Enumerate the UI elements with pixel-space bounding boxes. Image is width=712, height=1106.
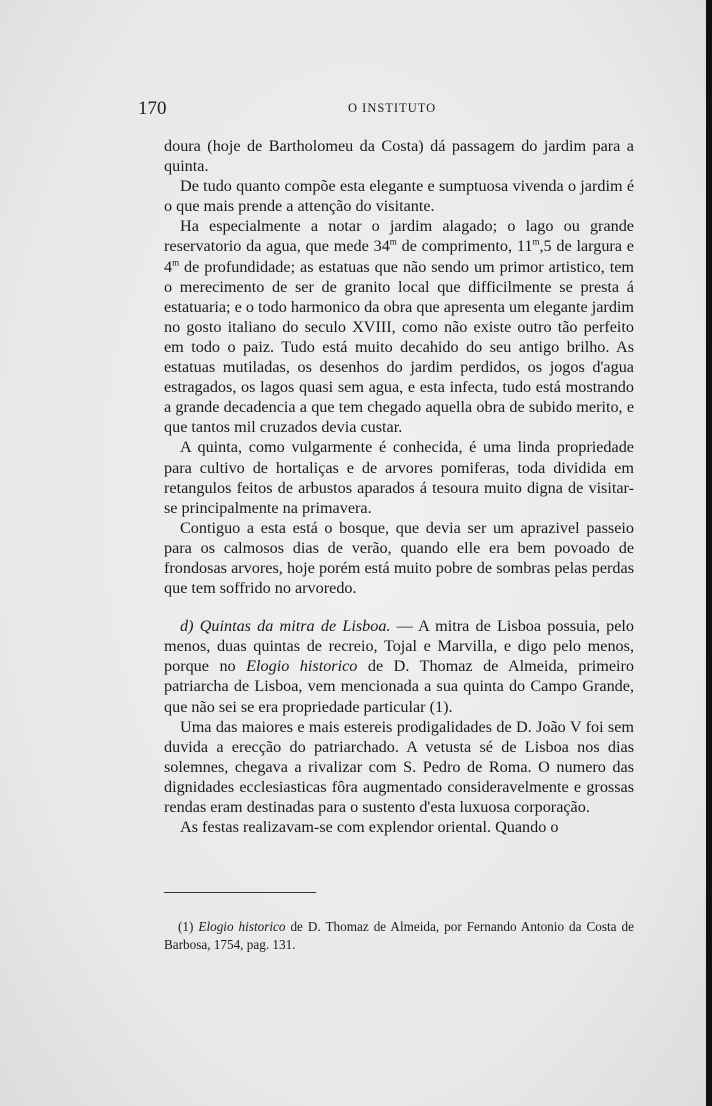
footnote-mark: (1) <box>178 919 199 934</box>
running-title: O INSTITUTO <box>348 101 437 115</box>
unit-superscript: m <box>389 237 397 248</box>
paragraph: Uma das maiores e mais estereis prodigalidades de D. João V foi sem duvida a erecção do patriarchado. A vetusta sé de Lisboa nos dias solemnes, chegava a rivalizar com S. Pedro de Roma. O numero das dignidades ecclesiasticas fôra augmentado consideravelmente e grossas rendas eram destinadas para o sustento d'esta luxuosa corporação. <box>164 717 634 816</box>
paragraph: De tudo quanto compõe esta elegante e sumptuosa vivenda o jardim é o que mais prende a attenção do visitante. <box>164 177 634 216</box>
scan-edge <box>706 0 712 1106</box>
body-text <box>164 136 634 837</box>
paragraph <box>164 216 634 437</box>
text-run: Ha especialmente a notar o jardim alagado; o lago ou grande reservatorio da agua, que mede 34 <box>164 217 634 256</box>
footnote-text <box>164 918 634 954</box>
paragraph: As festas realizavam-se com explendor oriental. Quando o <box>180 818 559 837</box>
unit-superscript: m <box>172 257 180 268</box>
paragraph: Contiguo a esta está o bosque, que devia ser um aprazivel passeio para os calmosos dias de verão, quando elle era bem povoado de frondosas arvores, hoje porém está muito pobre de sombras pelas perdas que tem soffrido no arvoredo. <box>164 518 634 598</box>
paragraph <box>164 616 634 716</box>
text-run: de D. Thomaz de Almeida, primeiro patriarcha de Lisboa, vem mencionada a sua quinta do Campo Grande, que não sei se era propriedade particular (1). <box>164 657 634 716</box>
text-run: ,5 de largura e 4 <box>164 237 634 276</box>
section-heading: d) Quintas da mitra de Lisboa. <box>180 617 391 636</box>
text-run: de comprimento, 11 <box>396 237 533 256</box>
text-run: — A mitra de Lisboa possuia, pelo menos, duas quintas de recreio, Tojal e Marvilla, e digo pelo menos, porque no <box>164 617 634 676</box>
paragraph: doura (hoje de Bartholomeu da Costa) dá passagem do jardim para a quinta. <box>164 137 634 176</box>
page-header <box>138 98 638 122</box>
footnote-rule <box>164 892 316 893</box>
footnote <box>164 918 634 954</box>
text-run: de profundidade; as estatuas que não sendo um primor artistico, tem o merecimento de ser de granito local que difficilmente se presta á estatuaria; e o todo harmonico da obra que apresenta um elegante jardim no gosto italiano do seculo XVIII, como não existe outro tão perfeito em todo o paiz. Tudo está muito decahido do seu antigo brilho. As estatuas mutiladas, os desenhos do jardim perdidos, os jogos d'agua estragados, os lagos quasi sem agua, e esta infecta, tudo está mostrando a grande decadencia a que tem chegado aquella obra de subido merito, e que tantos mil cruzados devia custar. <box>164 257 634 437</box>
book-title: Elogio historico <box>246 657 358 676</box>
text-run: de D. Thomaz de Almeida, por Fernando Antonio da Costa de Barbosa, 1754, pag. 131. <box>164 919 634 952</box>
paragraph: A quinta, como vulgarmente é conhecida, é uma linda propriedade para cultivo de hortaliças e de arvores pomiferas, toda dividida em retangulos feitos de arbustos aparados á tesoura muito digna de visitar-se principalmente na primavera. <box>164 438 634 517</box>
page-number: 170 <box>138 98 167 119</box>
unit-superscript: m <box>532 237 540 248</box>
book-title: Elogio historico <box>198 919 286 934</box>
